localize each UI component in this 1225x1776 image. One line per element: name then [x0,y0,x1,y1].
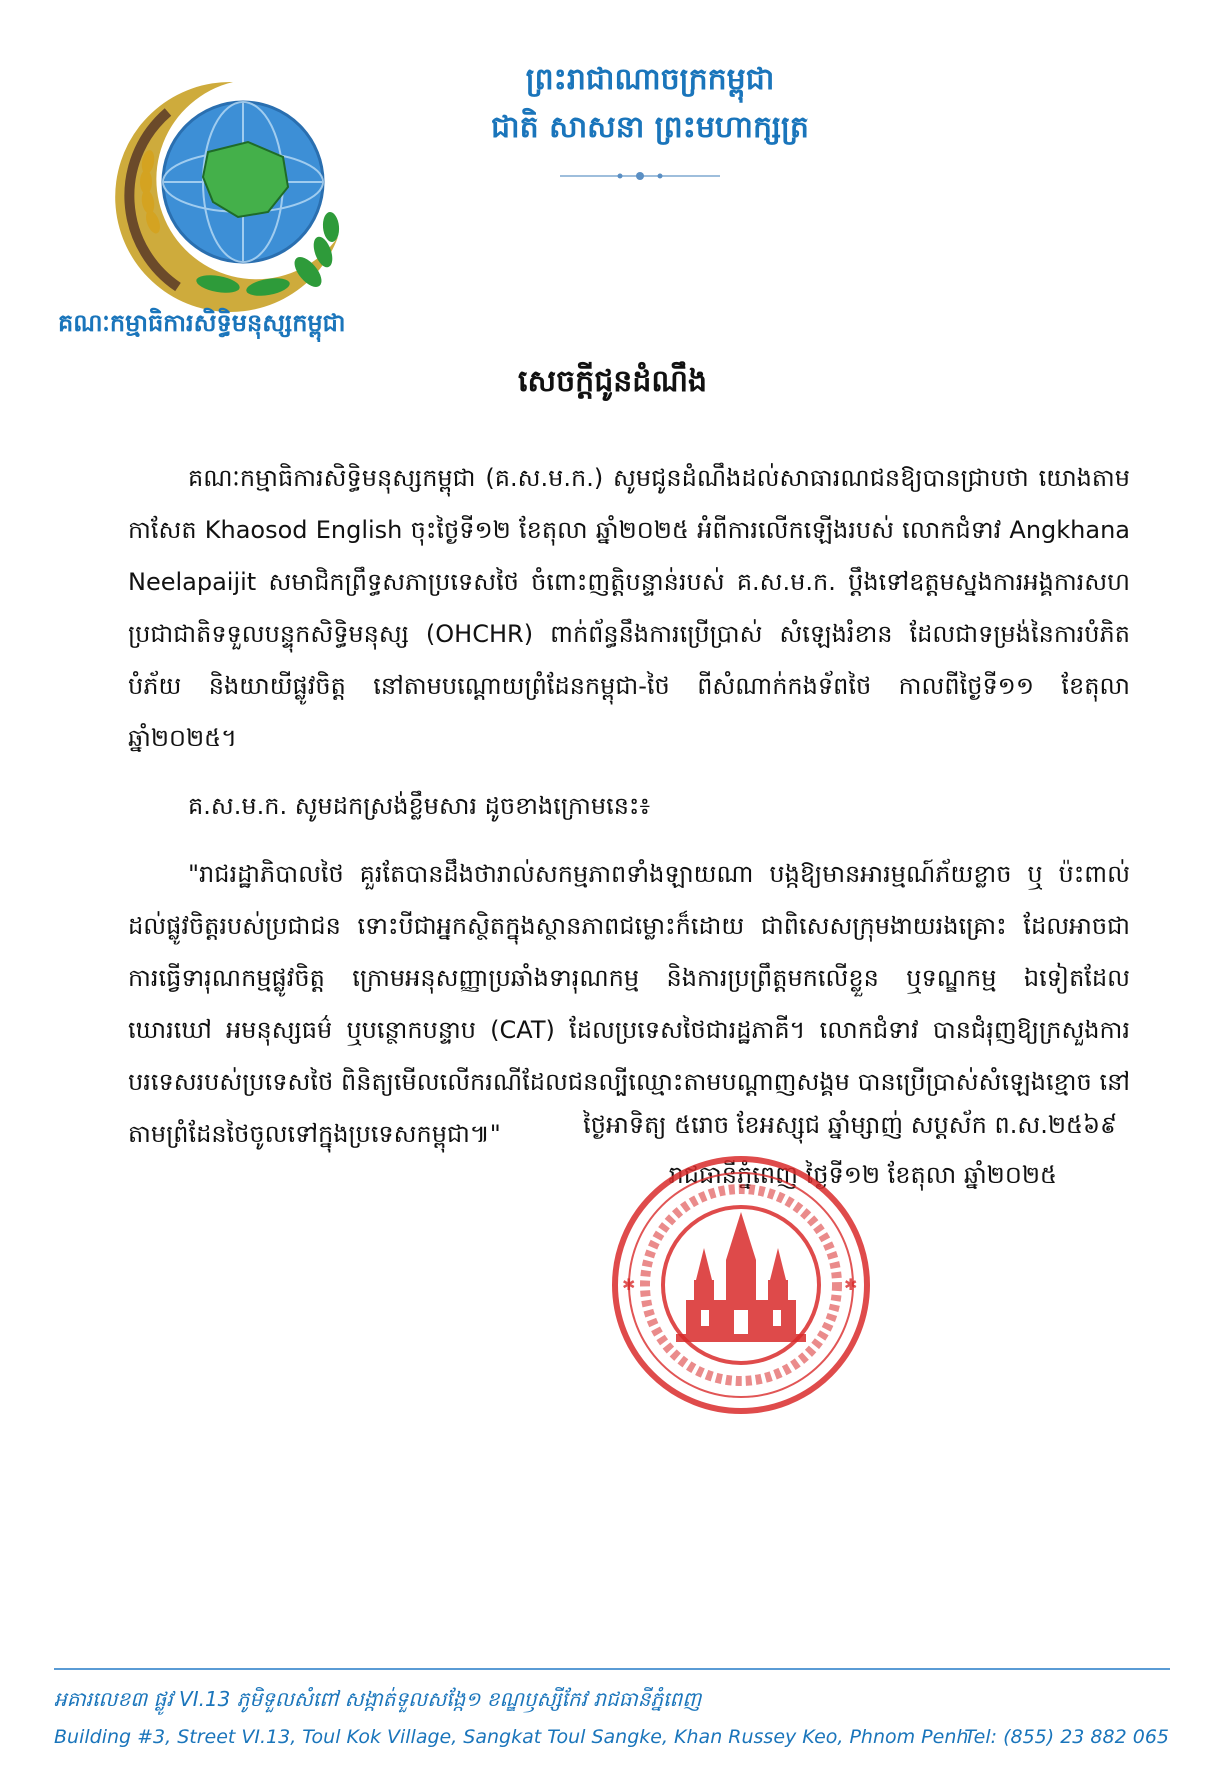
paragraph-quote: "រាជរដ្ឋាភិបាលថៃ គួរតែបានដឹងថារាល់សកម្មភាពទាំងឡាយណា បង្កឱ្យមានអារម្មណ៍ភ័យខ្លាច ឬ ប៉ះពាល់ដល់ផ្លូវចិត្តរបស់ប្រជាជន ទោះបីជាអ្នកស្ថិតក្នុងស្ថានភាពជម្លោះក៏ដោយ ជាពិសេសក្រុមងាយរងគ្រោះ ដែលអាចជាការធ្វើទារុណកម្មផ្លូវចិត្ត ក្រោមអនុសញ្ញាប្រឆាំងទារុណកម្ម និងការប្រព្រឹត្តមកលើខ្លួន ឬទណ្ឌកម្ម ឯទៀតដែលឃោរឃៅ អមនុស្សធម៌ ឬបន្ថោកបន្ទាប (CAT) ដែលប្រទេសថៃជារដ្ឋភាគី។ លោកជំទាវ បានជំរុញឱ្យក្រសួងការបរទេសរបស់ប្រទេសថៃ ពិនិត្យមើលលើករណីដែលជនល្បីឈ្មោះតាមបណ្តាញសង្គម បានប្រើប្រាស់សំឡេងខ្មោច នៅតាមព្រំដែនថៃចូលទៅក្នុងប្រទេសកម្ពុជា៕" [128,860,1130,1148]
lunar-date: ថ្ងៃអាទិត្យ ៥រោច ខែអស្សុជ ឆ្នាំម្សាញ់ សប្តស័ក ព.ស.២៥៦៩ [583,1111,1117,1139]
svg-text:✱: ✱ [622,1275,636,1294]
official-seal [606,1150,876,1420]
document-body [128,452,1130,1176]
chrc-logo [108,72,358,322]
document-title: សេចក្តីជូនដំណឹង [518,364,707,399]
organization-name: គណៈកម្មាធិការសិទ្ធិមនុស្សកម្ពុជា [58,309,346,337]
kingdom-heading [430,56,870,152]
footer-address-khmer: អគារលេខ៣ ផ្លូវ VI.13 ភូមិទួលសំពៅ សង្កាត់ទួលសង្កែ១ ខណ្ឌឫស្សីកែវ រាជធានីភ្នំពេញ [54,1687,702,1711]
kingdom-line-1: ព្រះរាជាណាចក្រកម្ពុជា [525,62,775,97]
svg-text:✱: ✱ [844,1275,858,1294]
paragraph-intro: គណៈកម្មាធិការសិទ្ធិមនុស្សកម្ពុជា (គ.ស.ម.ក.) សូមជូនដំណឹងដល់សាធារណជនឱ្យបានជ្រាបថា យោងតាមកាសែត Khaosod English ចុះថ្ងៃទី១២ ខែតុលា ឆ្នាំ២០២៥ អំពីការលើកឡើងរបស់ លោកជំទាវ Angkhana Neelapaijit សមាជិកព្រឹទ្ធសភាប្រទេសថៃ ចំពោះញត្តិបន្ទាន់របស់ គ.ស.ម.ក. ប្តឹងទៅឧត្តមស្នងការអង្គការសហប្រជាជាតិទទួលបន្ទុកសិទ្ធិមនុស្ស (OHCHR) ពាក់ព័ន្ធនឹងការប្រើប្រាស់ សំឡេងរំខាន ដែលជាទម្រង់នៃការបំភិតបំភ័យ និងយាយីផ្លូវចិត្ត នៅតាមបណ្តោយព្រំដែនកម្ពុជា-ថៃ ពីសំណាក់កងទ័ពថៃ កាលពីថ្ងៃទី១១ ខែតុលា ឆ្នាំ២០២៥។ [128,464,1130,752]
kingdom-motto: ជាតិ សាសនា ព្រះមហាក្សត្រ [491,110,809,145]
solar-date: រាជធានីភ្នំពេញ ថ្ងៃទី១២ ខែតុលា ឆ្នាំ២០២៥ [668,1161,1057,1189]
footer-address-english: Building #3, Street VI.13, Toul Kok Village, Sangkat Toul Sangke, Khan Russey Keo, Phnom Penh [54,1726,969,1748]
footer-divider [54,1668,1170,1670]
footer-telephone: Tel: (855) 23 882 065 [964,1726,1169,1748]
paragraph-quote-intro: គ.ស.ម.ក. សូមដកស្រង់ខ្លឹមសារ ដូចខាងក្រោមនេះ៖ [188,792,651,820]
decorative-ornament [560,168,720,184]
